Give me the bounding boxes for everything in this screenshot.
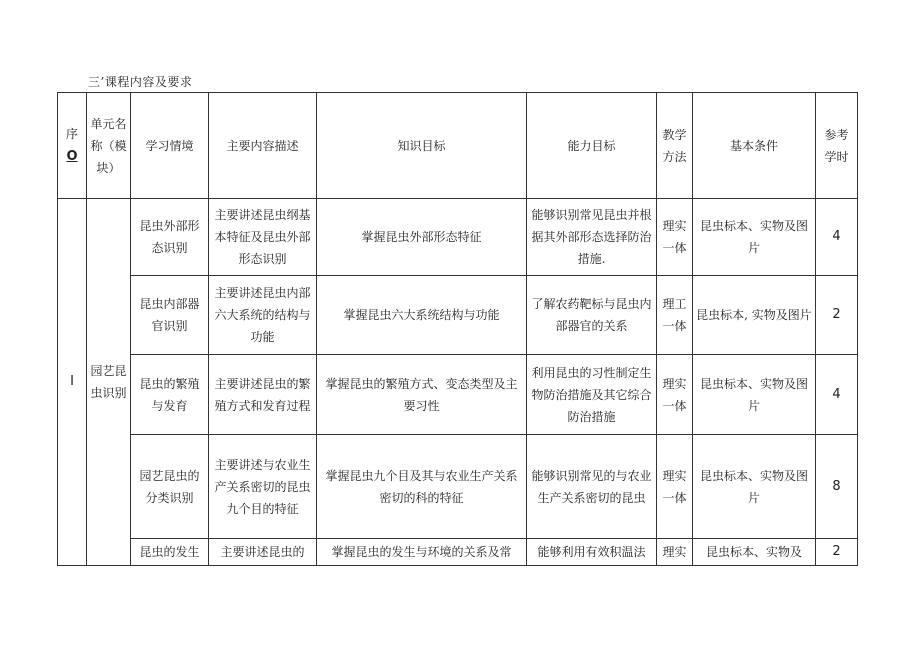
header-hours: 参考学时 (816, 93, 858, 199)
header-method: 教学方法 (657, 93, 693, 199)
cell-content: 主要讲述昆虫纲基本特征及昆虫外部形态识别 (209, 199, 317, 276)
cell-method: 理实一体 (657, 199, 693, 276)
curriculum-table (57, 92, 858, 566)
cell-method: 理实一体 (657, 355, 693, 435)
table-row (58, 435, 858, 539)
header-scenario: 学习情境 (131, 93, 209, 199)
cell-scenario: 昆虫内部器官识别 (131, 276, 209, 355)
header-seq: 序 O (58, 93, 87, 199)
cell-hours: 2 (816, 276, 858, 355)
cell-method: 理工一体 (657, 276, 693, 355)
cell-scenario: 昆虫外部形态识别 (131, 199, 209, 276)
cell-hours: 4 (816, 199, 858, 276)
cell-conditions: 昆虫标本、实物及图片 (693, 355, 816, 435)
cell-scenario: 昆虫的发生 (131, 539, 209, 566)
cell-knowledge: 掌握昆虫的繁殖方式、变态类型及主要习性 (317, 355, 527, 435)
cell-content: 主要讲述与农业生产关系密切的昆虫九个目的特征 (209, 435, 317, 539)
cell-content: 主要讲述昆虫的 (209, 539, 317, 566)
cell-knowledge: 掌握昆虫的发生与环境的关系及常 (317, 539, 527, 566)
cell-conditions: 昆虫标本、实物及图片 (693, 435, 816, 539)
cell-ability: 利用昆虫的习性制定生物防治措施及其它综合防治措施 (527, 355, 657, 435)
header-unit: 单元名称（模块） (87, 93, 131, 199)
table-row (58, 355, 858, 435)
header-knowledge: 知识目标 (317, 93, 527, 199)
module-name: 园艺昆虫识别 (87, 199, 131, 566)
cell-ability: 了解农药靶标与昆虫内部器官的关系 (527, 276, 657, 355)
cell-method: 理实 (657, 539, 693, 566)
module-index: I (58, 199, 87, 566)
table-row (58, 199, 858, 276)
table-row (58, 276, 858, 355)
cell-knowledge: 掌握昆虫九个目及其与农业生产关系密切的科的特征 (317, 435, 527, 539)
cell-conditions: 昆虫标本、实物及图片 (693, 199, 816, 276)
header-content: 主要内容描述 (209, 93, 317, 199)
cell-ability: 能够识别常见的与农业生产关系密切的昆虫 (527, 435, 657, 539)
cell-ability: 能够利用有效积温法 (527, 539, 657, 566)
cell-hours: 2 (816, 539, 858, 566)
cell-hours: 8 (816, 435, 858, 539)
cell-content: 主要讲述昆虫的繁殖方式和发育过程 (209, 355, 317, 435)
header-ability: 能力目标 (527, 93, 657, 199)
cell-conditions: 昆虫标本、实物及 (693, 539, 816, 566)
cell-method: 理实一体 (657, 435, 693, 539)
cell-knowledge: 掌握昆虫外部形态特征 (317, 199, 527, 276)
cell-scenario: 昆虫的繁殖与发育 (131, 355, 209, 435)
cell-conditions: 昆虫标本, 实物及图片 (693, 276, 816, 355)
table-row (58, 539, 858, 566)
header-row (58, 93, 858, 199)
cell-hours: 4 (816, 355, 858, 435)
section-heading: 三’课程内容及要求 (88, 75, 193, 89)
cell-content: 主要讲述昆虫内部六大系统的结构与功能 (209, 276, 317, 355)
cell-scenario: 园艺昆虫的分类识别 (131, 435, 209, 539)
cell-ability: 能够识别常见昆虫并根据其外部形态选择防治措施. (527, 199, 657, 276)
header-conditions: 基本条件 (693, 93, 816, 199)
cell-knowledge: 掌握昆虫六大系统结构与功能 (317, 276, 527, 355)
